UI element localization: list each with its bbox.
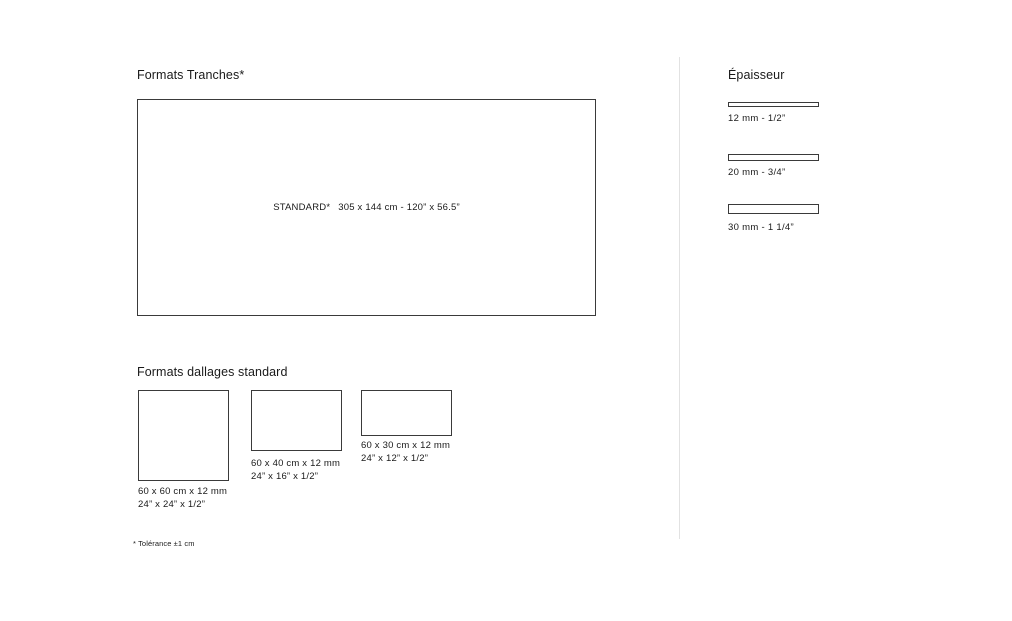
tile-60x30-metric: 60 x 30 cm x 12 mm xyxy=(361,440,451,451)
standard-slab-name: STANDARD* xyxy=(273,202,331,213)
tile-60x30-imperial: 24” x 12” x 1/2” xyxy=(361,453,429,464)
tile-60x60-caption xyxy=(138,485,227,511)
tolerance-footnote: * Tolérance ±1 cm xyxy=(133,539,195,548)
tile-60x60-metric: 60 x 60 cm x 12 mm xyxy=(138,486,228,497)
tile-60x30-caption xyxy=(361,439,450,465)
tile-60x40-metric: 60 x 40 cm x 12 mm xyxy=(251,458,341,469)
standard-slab-label xyxy=(138,202,595,213)
standard-slab-dimensions: 305 x 144 cm - 120” x 56.5” xyxy=(338,202,460,213)
thickness-title: Épaisseur xyxy=(728,68,785,82)
tile-60x40-caption xyxy=(251,457,340,483)
thickness-30mm-bar xyxy=(728,204,819,214)
column-divider xyxy=(679,57,680,539)
thickness-20mm-label: 20 mm - 3/4” xyxy=(728,167,786,178)
tile-60x40-imperial: 24” x 16” x 1/2” xyxy=(251,471,319,482)
tile-60x30-diagram xyxy=(361,390,452,436)
thickness-12mm-bar xyxy=(728,102,819,107)
tile-60x40-diagram xyxy=(251,390,342,451)
thickness-12mm-label: 12 mm - 1/2” xyxy=(728,113,786,124)
standard-slab-diagram xyxy=(137,99,596,316)
tile-60x60-imperial: 24” x 24” x 1/2” xyxy=(138,499,206,510)
thickness-30mm-label: 30 mm - 1 1/4” xyxy=(728,222,794,233)
tile-60x60-diagram xyxy=(138,390,229,481)
slab-formats-title: Formats Tranches* xyxy=(137,68,245,82)
thickness-20mm-bar xyxy=(728,154,819,161)
tile-formats-title: Formats dallages standard xyxy=(137,365,288,379)
